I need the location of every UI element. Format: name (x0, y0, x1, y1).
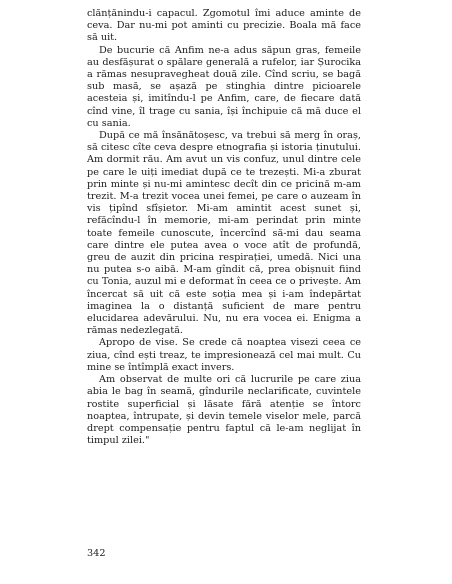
paragraph-dream-voice: După ce mă însănătoșesc, va trebui să merg în oraș, să citesc cîte ceva despre etnografia și istoria ținutului. Am dormit rău. Am avut un vis confuz, unul dintre cele pe care le uiți imediat după ce te trezești. Mi-a zburat prin minte și nu-mi amintesc decît din ce pricină m-am trezit. M-a trezit vocea unei femei, pe care o auzeam în vis țipînd sfîșietor. Mi-am amintit acest sunet și, refăcîndu-l în memorie, mi-am perindat prin minte toate femeile cunoscute, încercînd să-mi dau seama care dintre ele putea avea o voce atît de profundă, greu de auzit din pricina respirației, umedă. Nici una nu putea s-o aibă. M-am gîndit că, prea obișnuit fiind cu Tonia, auzul mi e deformat în ceea ce o privește. Am încercat să uit că este soția mea și i-am îndepărtat imaginea la o distanță suficient de mare pentru elucidarea adevărului. Nu, nu era vocea ei. Enigma a rămas nedezlegată. (87, 130, 361, 337)
paragraph-continuation: clănțănindu-i capacul. Zgomotul îmi aduce aminte de ceva. Dar nu-mi pot aminti cu precizie. Boala mă face să uit. (87, 8, 361, 44)
paragraph-soap-laundry: De bucurie că Anfim ne-a adus săpun gras, femeile au desfășurat o spălare generală a rufelor, iar Șurocika a rămas nesupravegheat două zile. Cînd scriu, se bagă sub masă, se așază pe stinghia dintre picioarele acesteia și, imitîndu-l pe Anfim, care, de fiecare dată cînd vine, îl trage cu sania, își închipuie că mă duce el cu sania. (87, 44, 361, 129)
page-number: 342 (87, 548, 106, 559)
paragraph-about-dreams: Apropo de vise. Se crede că noaptea visezi ceea ce ziua, cînd ești treaz, te impresionează cel mai mult. Cu mine se întîmplă exact invers. (87, 337, 361, 373)
paragraph-observation: Am observat de multe ori că lucrurile pe care ziua abia le bag în seamă, gîndurile neclarificate, cuvintele rostite superficial și lăsate fără atenție se întorc noaptea, întrupate, și devin temele viselor mele, parcă drept compensație pentru faptul că le-am neglijat în timpul zilei." (87, 374, 361, 447)
book-page-text (87, 8, 361, 447)
